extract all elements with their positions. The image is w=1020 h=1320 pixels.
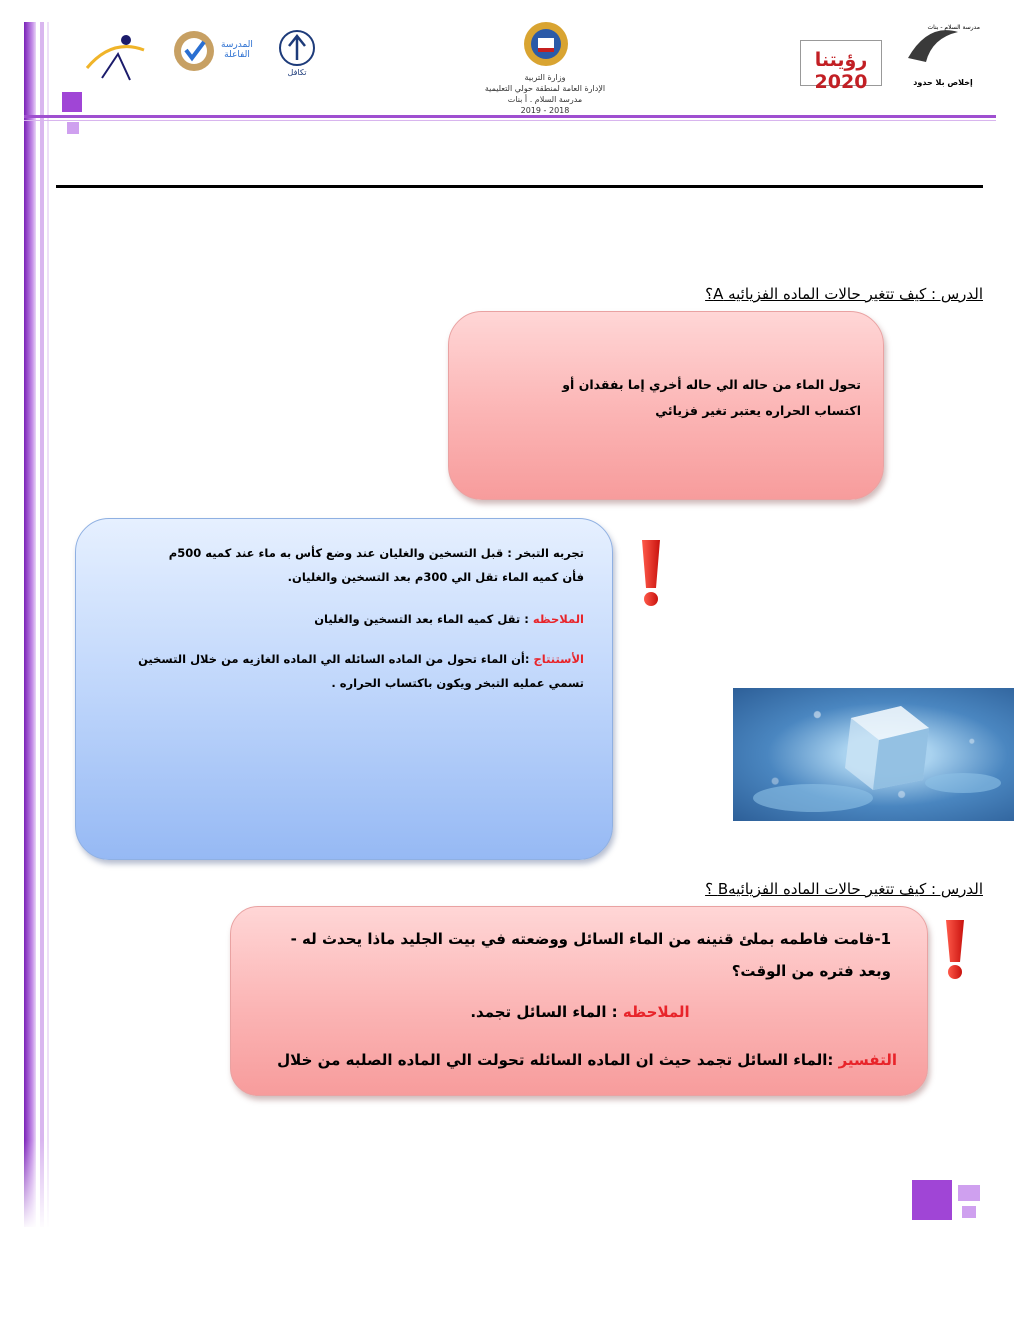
frame-left-bar xyxy=(24,22,36,1227)
ministry-line: الإدارة العامة لمنطقة حولي التعليمية xyxy=(484,84,606,93)
section-rule xyxy=(56,185,983,188)
conclusion-text: :أن الماء تحول من الماده السائله الي الماده الغازيه من خلال التسخين xyxy=(138,652,530,666)
salam-school-logo xyxy=(898,18,980,90)
ice-cube-image xyxy=(733,688,1014,821)
deco-square xyxy=(62,92,82,112)
frame-left-bar-thin xyxy=(47,22,49,1227)
lesson-b-box xyxy=(230,906,928,1096)
exclamation-icon xyxy=(942,918,968,980)
experiment-line: تجربه التبخر : قبل التسخين والغليان عند وضع كأس به ماء عند كميه 500م xyxy=(168,546,584,560)
ministry-text xyxy=(470,72,620,116)
lesson-a-text xyxy=(562,372,861,424)
observation-text: : تقل كميه الماء بعد التسخين والغليان xyxy=(314,612,529,626)
takaful-logo xyxy=(275,30,319,85)
effective-school-text: المدرسة الفاعلة xyxy=(221,40,253,60)
experiment-observation xyxy=(138,607,584,631)
lesson-a-box xyxy=(448,311,884,500)
kuwait-emblem xyxy=(522,20,570,68)
takaful-text: تكافل xyxy=(287,68,307,77)
experiment-conclusion xyxy=(138,647,584,671)
school-slogan: إخلاص بلا حدود xyxy=(913,78,973,87)
ministry-line: وزارة التربية xyxy=(524,73,566,82)
experiment-line: فأن كميه الماء تقل الي 300م بعد التسخين والغليان. xyxy=(287,570,584,584)
lesson-a-line: اكتساب الحراره يعتبر تغير فزيائي xyxy=(655,403,861,418)
experiment-text xyxy=(138,541,584,695)
lesson-b-question xyxy=(291,923,891,987)
experiment-line: تسمي عمليه التبخر ويكون باكتساب الحراره . xyxy=(331,676,584,690)
vision-2020-logo xyxy=(800,40,882,93)
conclusion-label: الأستنتاج xyxy=(533,652,584,666)
exclamation-icon xyxy=(638,538,664,608)
ministry-line: 2018 - 2019 xyxy=(520,106,570,115)
deco-square-small xyxy=(67,122,79,134)
effective-school-logo xyxy=(172,28,258,74)
header-divider-thin xyxy=(24,120,996,121)
observation-text: : الماء السائل تجمد. xyxy=(470,1003,618,1021)
lesson-b-title: الدرس : كيف تتغير حالات الماده الفزيائيهB ؟ xyxy=(705,880,983,898)
question-line: 1-قامت فاطمه بملئ قنينه من الماء السائل ووضعته في بيت الجليد ماذا يحدث له - xyxy=(290,930,891,948)
vision-badge: رؤيتنا 2020 xyxy=(814,49,868,93)
sports-logo xyxy=(82,28,150,86)
explanation-text: :الماء السائل تجمد حيث ان الماده السائله تحولت الي الماده الصلبه من خلال xyxy=(277,1051,834,1069)
lesson-a-line: تحول الماء من حاله الي حاله أخري إما بفقدان أو xyxy=(562,377,861,392)
explanation-label: التفسير xyxy=(838,1051,897,1069)
school-name: مدرسة السلام - بنات xyxy=(927,24,980,31)
lesson-a-title: الدرس : كيف تتغير حالات الماده الفزيائيه A؟ xyxy=(705,285,983,303)
deco-square-bottom-small xyxy=(962,1206,976,1218)
deco-square-bottom-right xyxy=(958,1185,980,1201)
lesson-b-observation xyxy=(231,1003,929,1021)
deco-square-bottom xyxy=(912,1180,952,1220)
observation-label: الملاحظه xyxy=(532,612,584,626)
ministry-line: مدرسة السلام . أ بنات xyxy=(507,95,583,104)
experiment-box xyxy=(75,518,613,860)
frame-fade xyxy=(16,1140,56,1230)
lesson-b-explanation xyxy=(277,1051,897,1069)
question-line: وبعد فتره من الوقت؟ xyxy=(731,962,891,980)
frame-left-bar-inner xyxy=(40,22,44,1227)
observation-label: الملاحظه xyxy=(622,1003,690,1021)
